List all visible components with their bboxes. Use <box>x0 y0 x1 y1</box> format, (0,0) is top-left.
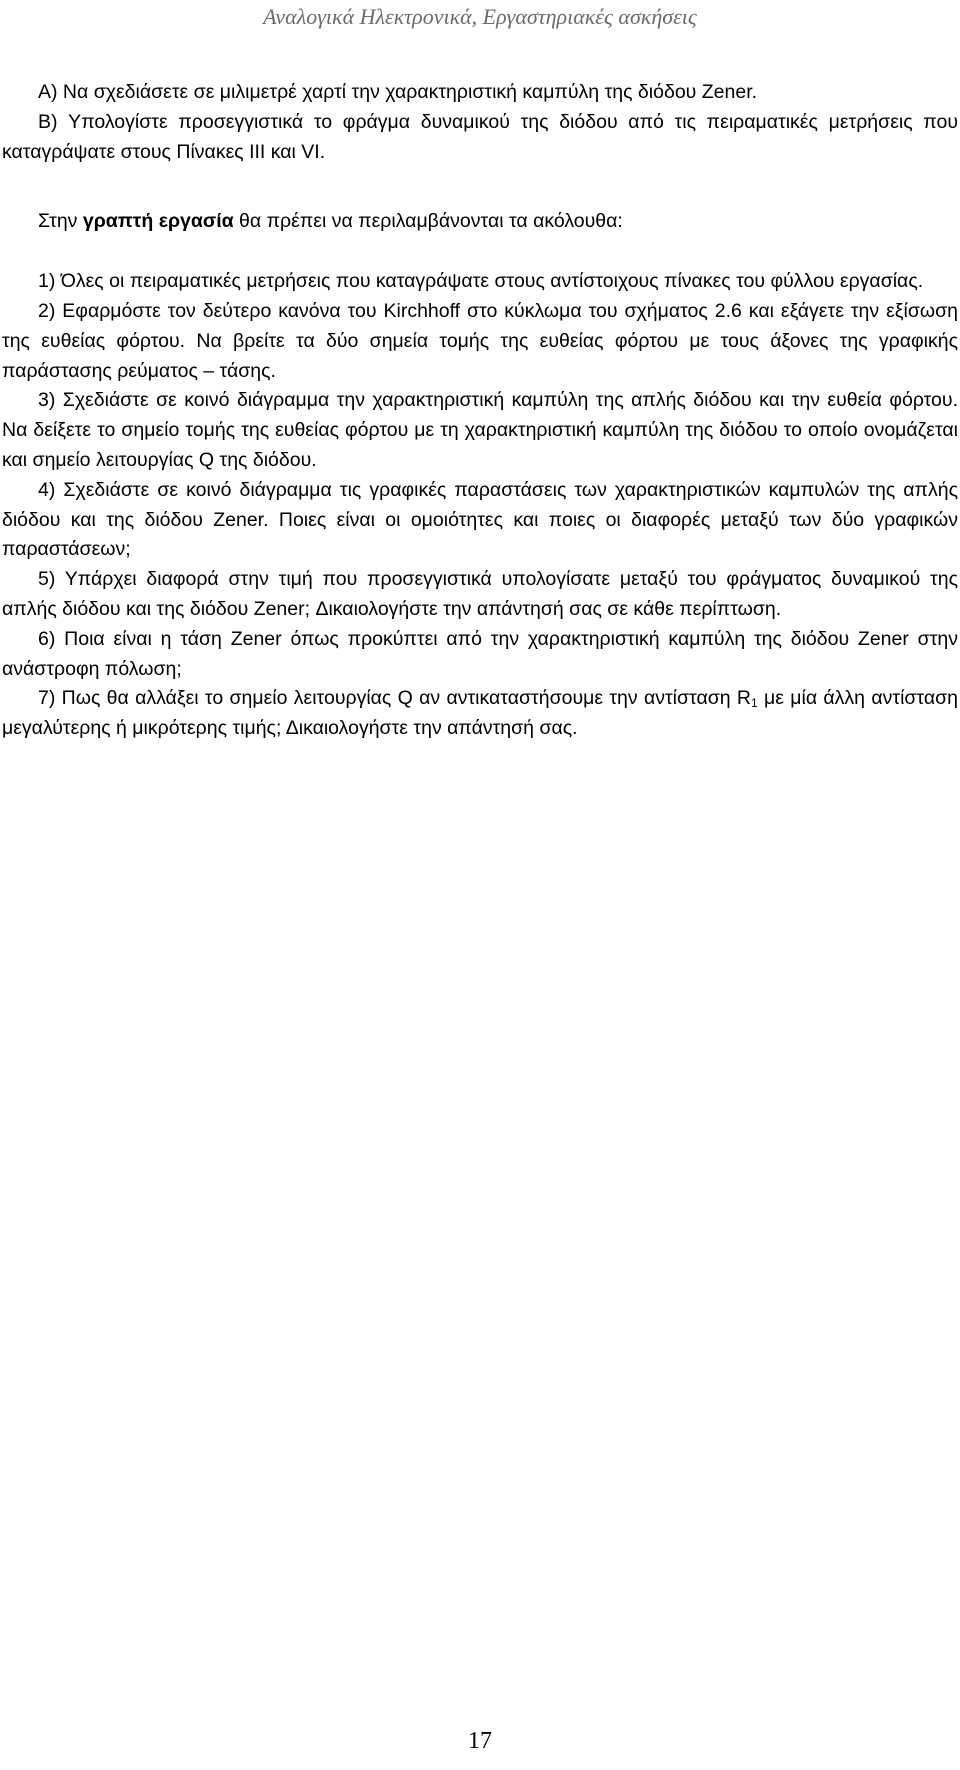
item-7-text-start: 7) Πως θα αλλάξει το σημείο λειτουργίας Q αν αντικαταστήσουμε την αντίσταση R <box>38 687 752 710</box>
item-6: 6) Ποια είναι η τάση Zener όπως προκύπτει από την χαρακτηριστική καμπύλη της διόδου Zener στην ανάστροφη πόλωση; <box>2 627 958 680</box>
spacer <box>2 167 958 207</box>
item-7-text-end: με μία άλλη αντίσταση μεγαλύτερης ή μικρότερης τιμής; Δικαιολογήστε την απάντησή σας. <box>2 687 959 740</box>
item-4: 4) Σχεδιάστε σε κοινό διάγραμμα τις γραφικές παραστάσεις των χαρακτηριστικών καμπυλών της απλής διόδου και της διόδου Zener. Ποιες είναι οι ομοιότητες και ποιες οι διαφορές μεταξύ των δύο γραφικών παραστάσεων; <box>2 478 958 561</box>
item-3: 3) Σχεδιάστε σε κοινό διάγραμμα την χαρακτηριστική καμπύλη της απλής διόδου και την ευθεία φόρτου. Να δείξετε το σημείο τομής της ευθείας φόρτου με τη χαρακτηριστική καμπύλη της διόδου το οποίο ονομάζεται και σημείο λειτουργίας Q της διόδου. <box>2 389 958 471</box>
report-intro-suffix: θα πρέπει να περιλαμβάνονται τα ακόλουθα: <box>233 210 623 233</box>
report-intro-paragraph <box>2 207 958 237</box>
page-header: Αναλογικά Ηλεκτρονικά, Εργαστηριακές ασκήσεις <box>263 4 697 29</box>
item-2: 2) Εφαρμόστε τον δεύτερο κανόνα του Kirchhoff στο κύκλωμα του σχήματος 2.6 και εξάγετε την εξίσωση της ευθείας φόρτου. Να βρείτε τα δύο σημεία τομής της ευθείας φόρτου με τους άξονες της γραφικής παράστασης ρεύματος – τάσης. <box>2 299 958 382</box>
document-body <box>2 78 958 744</box>
item-5: 5) Υπάρχει διαφορά στην τιμή που προσεγγιστικά υπολογίσατε μεταξύ του φράγματος δυναμικού της απλής διόδου και της διόδου Zener; Δικαιολογήστε την απάντησή σας σε κάθε περίπτωση. <box>2 568 958 620</box>
page-number: 17 <box>468 1728 492 1754</box>
item-7 <box>2 684 958 744</box>
spacer <box>2 237 958 267</box>
intro-paragraph-a: A) Να σχεδιάσετε σε μιλιμετρέ χαρτί την χαρακτηριστική καμπύλη της διόδου Zener. <box>38 81 758 103</box>
item-1: 1) Όλες οι πειραματικές μετρήσεις που καταγράψατε στους αντίστοιχους πίνακες του φύλλου εργασίας. <box>38 270 924 293</box>
report-intro-bold: γραπτή εργασία <box>82 210 234 233</box>
intro-paragraph-b: B) Υπολογίστε προσεγγιστικά το φράγμα δυναμικού της διόδου από τις πειραματικές μετρήσεις που καταγράψατε στους Πίνακες ΙΙΙ και VI. <box>2 110 958 163</box>
item-7-subscript: 1 <box>751 696 758 711</box>
report-intro-prefix: Στην <box>38 210 83 233</box>
